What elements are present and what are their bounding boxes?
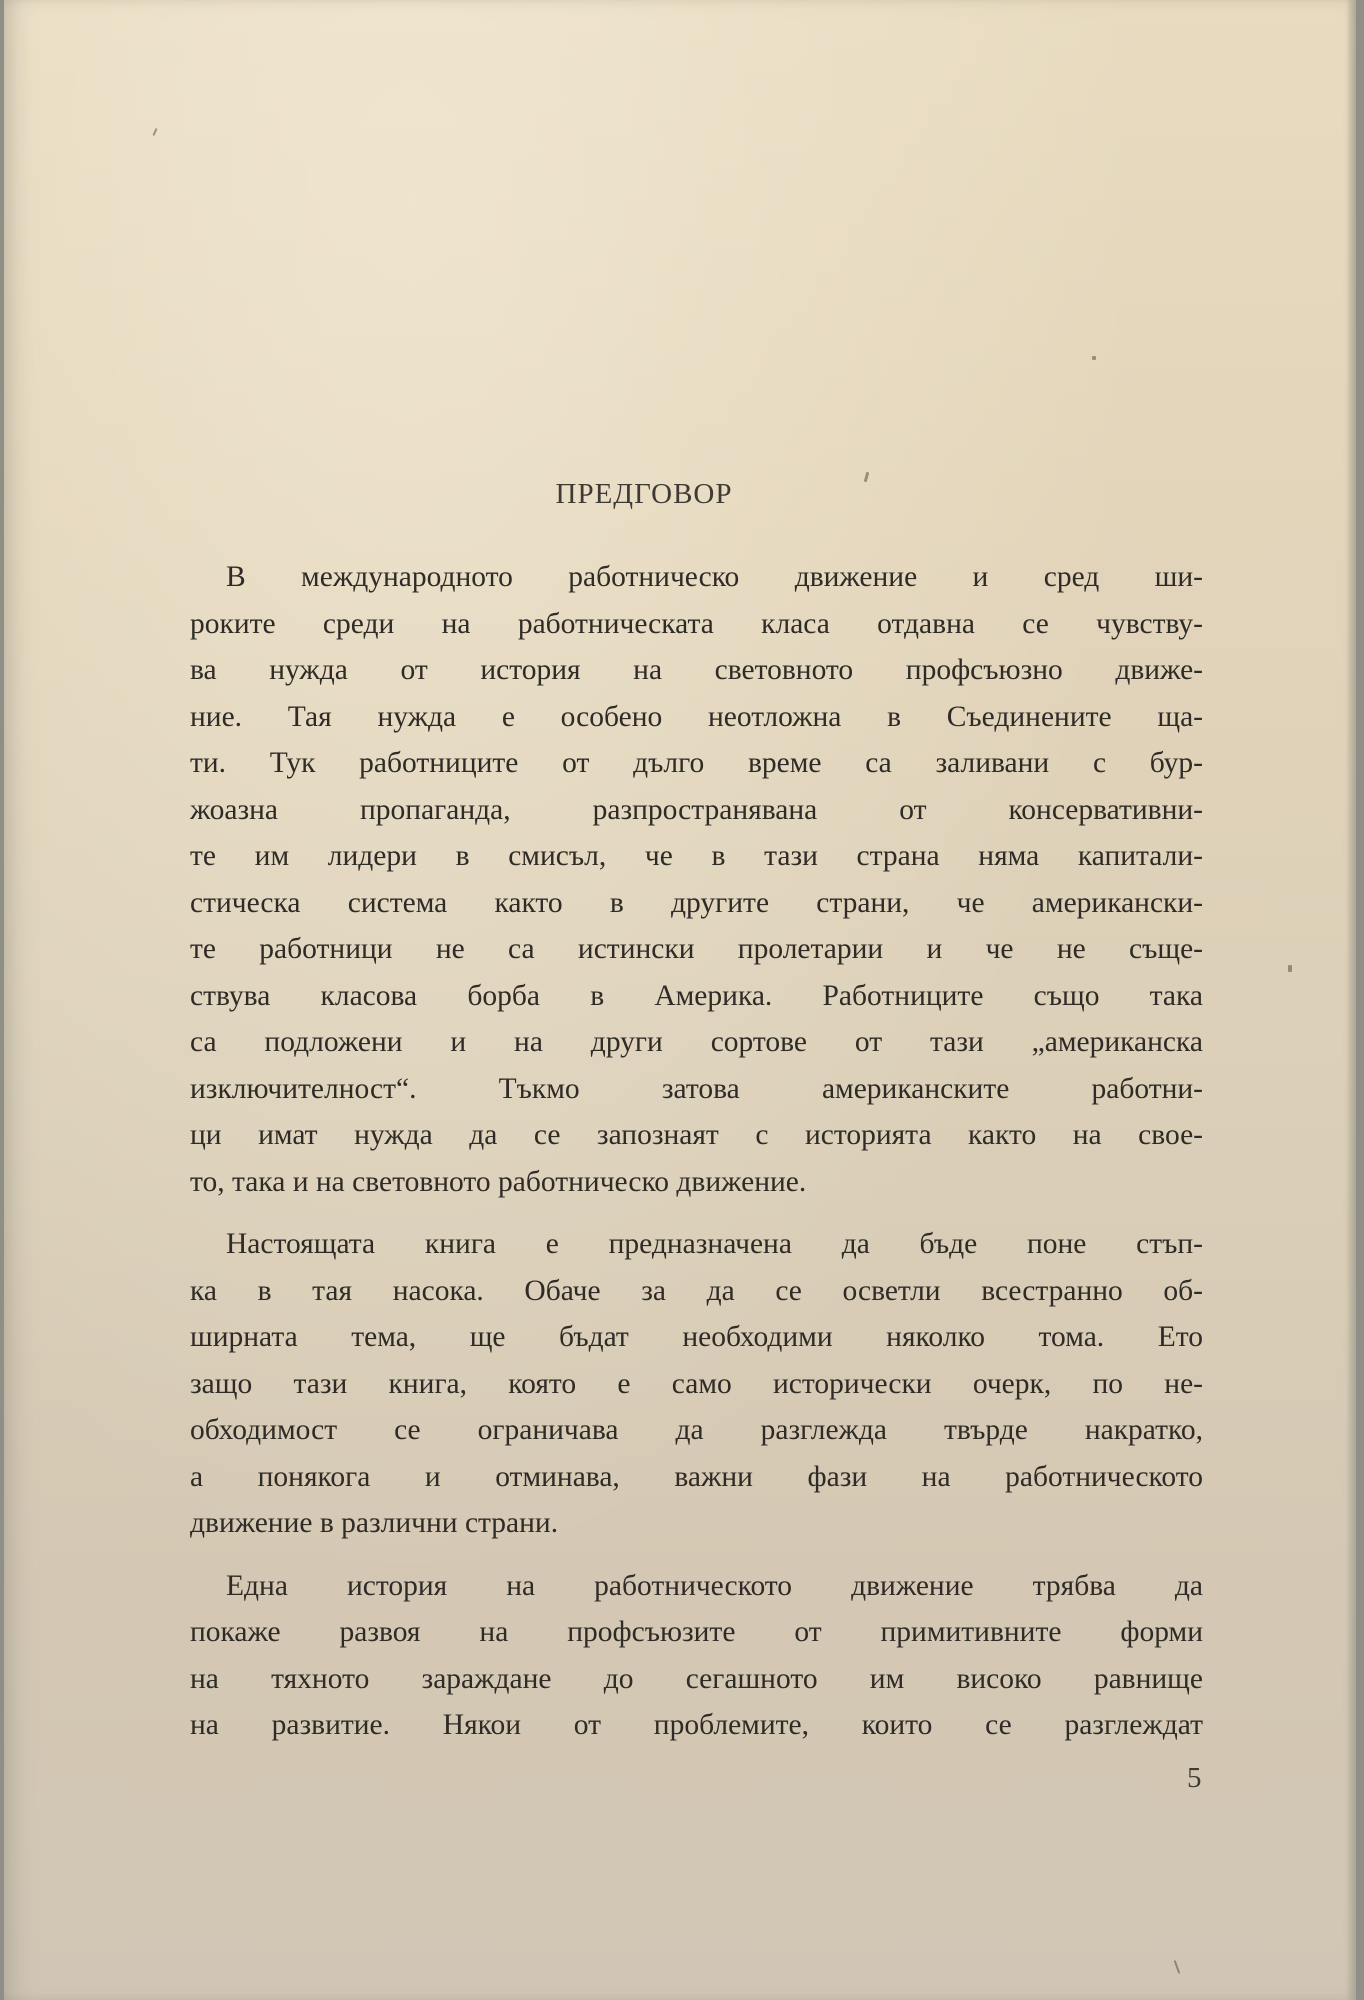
text-line: движение в различни страни. (190, 1507, 559, 1539)
text-line: те работници не са истински пролетарии и че не съще- (190, 933, 1203, 965)
text-line: на развитие. Някои от проблемите, които се разглеждат (190, 1709, 1203, 1741)
paragraph-2 (190, 1221, 1203, 1547)
paragraph-3 (190, 1563, 1203, 1749)
paper-speck (1092, 356, 1096, 360)
book-page (4, 0, 1356, 2000)
paragraph-1 (190, 554, 1203, 1205)
text-line: покаже развоя на профсъюзите от примитивните форми (190, 1616, 1203, 1648)
text-line: те им лидери в смисъл, че в тази страна няма капитали- (190, 840, 1203, 872)
text-line: ти. Тук работниците от дълго време са заливани с бур- (190, 747, 1203, 779)
text-line: защо тази книга, която е само исторически очерк, по не- (190, 1367, 1203, 1400)
page-edge (1346, 0, 1356, 2000)
text-line: ние. Тая нужда е особено неотложна в Съединените ща- (190, 700, 1203, 733)
text-line: обходимост се ограничава да разглежда твърде накратко, (190, 1414, 1203, 1446)
text-line: роките среди на работническата класа отдавна се чувству- (190, 607, 1203, 640)
text-line: ширната тема, ще бъдат необходими няколко тома. Ето (190, 1321, 1203, 1353)
text-line: жоазна пропаганда, разпространявана от консервативни- (190, 793, 1203, 826)
body-text (190, 554, 1203, 1765)
text-line: Настоящата книга е предназначена да бъде поне стъп- (226, 1228, 1203, 1260)
text-line: ва нужда от история на световното профсъюзно движе- (190, 654, 1203, 686)
text-line: то, така и на световното работническо движение. (190, 1165, 807, 1198)
paper-speck (152, 128, 157, 136)
paper-speck (1174, 1960, 1181, 1974)
text-line: Една история на работническото движение трябва да (226, 1569, 1203, 1602)
page-number: 5 (1187, 1762, 1202, 1794)
text-line: изключителност“. Тъкмо затова американските работни- (190, 1072, 1203, 1105)
text-line: стическа система както в другите страни, че американски- (190, 886, 1203, 919)
text-line: ствува класова борба в Америка. Работниците също така (190, 979, 1203, 1012)
paper-speck (1288, 965, 1292, 972)
text-line: са подложени и на други сортове от тази „американска (190, 1026, 1203, 1058)
text-line: а понякога и отминава, важни фази на работническото (190, 1460, 1203, 1493)
text-line: В международното работническо движение и сред ши- (226, 561, 1203, 593)
text-line: ци имат нужда да се запознаят с историята както на свое- (190, 1119, 1203, 1151)
text-line: ка в тая насока. Обаче за да се осветли всестранно об- (190, 1274, 1203, 1307)
chapter-title: ПРЕДГОВОР (555, 478, 733, 510)
text-line: на тяхното зараждане до сегашното им високо равнище (190, 1662, 1203, 1695)
